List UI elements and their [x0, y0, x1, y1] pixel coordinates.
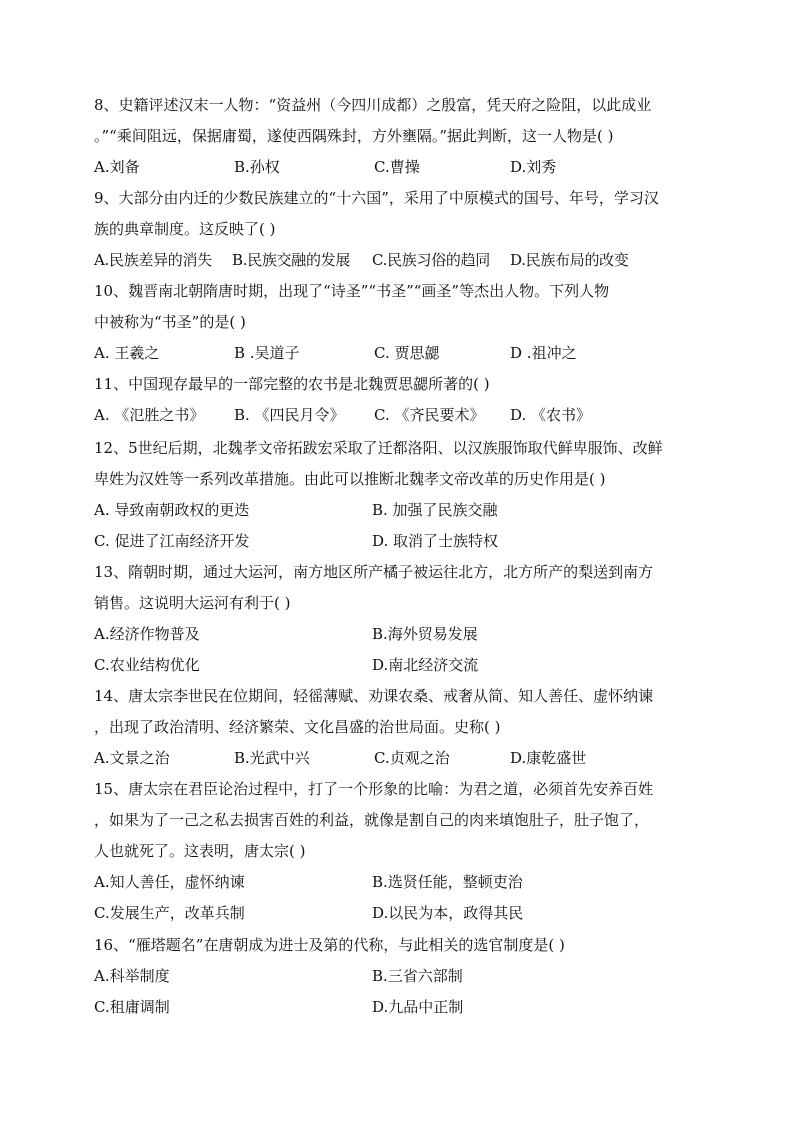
option-d: D .祖冲之: [510, 344, 577, 362]
question-text: 族的典章制度。这反映了( ): [94, 220, 276, 238]
question-12: [94, 433, 714, 557]
option-a: A.科举制度: [94, 967, 170, 985]
option-d: D.刘秀: [510, 158, 557, 176]
option-c: C.贞观之治: [374, 749, 450, 767]
option-row: [94, 867, 714, 898]
option-b: B.孙权: [234, 158, 280, 176]
option-a: A.文景之治: [94, 749, 170, 767]
question-text: 14、唐太宗李世民在位期间，轻徭薄赋、劝课农桑、戒奢从简、知人善任、虚怀纳谏: [94, 687, 654, 705]
option-row: [94, 650, 714, 681]
option-c: C.民族习俗的趋同: [372, 251, 491, 269]
option-b: B. 加强了民族交融: [372, 501, 498, 519]
option-row: [94, 526, 714, 557]
question-text: 13、隋朝时期，通过大运河，南方地区所产橘子被运往北方，北方所产的梨送到南方: [94, 563, 654, 581]
option-b: B.海外贸易发展: [372, 625, 478, 643]
question-15: [94, 774, 714, 929]
question-text: 15、唐太宗在君臣论治过程中，打了一个形象的比喻：为君之道，必须首先安养百姓: [94, 780, 654, 798]
option-d: D.九品中正制: [372, 998, 464, 1016]
option-c: C.租庸调制: [94, 998, 170, 1016]
option-c: C.发展生产，改革兵制: [94, 904, 245, 922]
option-b: B.光武中兴: [234, 749, 310, 767]
option-a: A.经济作物普及: [94, 625, 200, 643]
option-b: B.民族交融的发展: [232, 251, 351, 269]
question-11: [94, 369, 714, 431]
question-text: 卑姓为汉姓等一系列改革措施。由此可以推断北魏孝文帝改革的历史作用是( ): [94, 470, 606, 488]
option-a: A. 王羲之: [94, 344, 160, 362]
option-row: [94, 992, 714, 1023]
question-text: 10、魏晋南北朝隋唐时期，出现了“诗圣”“书圣”“画圣”等杰出人物。下列人物: [94, 282, 610, 300]
question-text: 人也就死了。这表明，唐太宗( ): [94, 842, 306, 860]
question-text: ，如果为了一己之私去损害百姓的利益，就像是割自己的肉来填饱肚子，肚子饱了，: [94, 811, 650, 829]
question-text: 16、“雁塔题名”在唐朝成为进士及第的代称，与此相关的选官制度是( ): [94, 936, 565, 954]
option-a: A.知人善任，虚怀纳谏: [94, 873, 245, 891]
question-13: [94, 557, 714, 681]
question-text: 销售。这说明大运河有利于( ): [94, 594, 291, 612]
option-d: D.康乾盛世: [510, 749, 587, 767]
option-row: [94, 619, 714, 650]
option-d: D. 取消了士族特权: [372, 532, 499, 550]
question-text: ，出现了政治清明、经济繁荣、文化昌盛的治世局面。史称( ): [94, 718, 501, 736]
question-16: [94, 930, 714, 1023]
option-d: D.民族布局的改变: [510, 251, 629, 269]
option-c: C. 促进了江南经济开发: [94, 532, 250, 550]
option-a: A. 《氾胜之书》: [94, 406, 205, 424]
question-text: 12、5世纪后期，北魏孝文帝拓跋宏采取了迁都洛阳、以汉族服饰取代鲜卑服饰、改鲜: [94, 439, 663, 457]
question-14: [94, 681, 714, 774]
option-row: [94, 743, 714, 774]
option-d: D.南北经济交流: [372, 656, 479, 674]
option-a: A. 导致南朝政权的更迭: [94, 501, 250, 519]
option-d: D.以民为本，政得其民: [372, 904, 524, 922]
option-row: [94, 400, 714, 431]
question-8: [94, 90, 714, 183]
question-text: 11、中国现存最早的一部完整的农书是北魏贾思勰所著的( ): [94, 375, 490, 393]
question-text: 。”“乘间阻远，保据庸蜀，遂使西隅殊封，方外壅隔。”据此判断，这一人物是( ): [94, 127, 614, 145]
option-c: C.农业结构优化: [94, 656, 200, 674]
question-10: [94, 276, 714, 369]
question-text: 中被称为“书圣”的是( ): [94, 313, 246, 331]
option-row: [94, 898, 714, 929]
option-d: D. 《农书》: [510, 406, 592, 424]
question-text: 9、大部分由内迁的少数民族建立的“十六国”，采用了中原模式的国号、年号，学习汉: [94, 189, 659, 207]
option-a: A.刘备: [94, 158, 140, 176]
question-9: [94, 183, 714, 276]
question-text: 8、史籍评述汉末一人物：“资益州（今四川成都）之殷富，凭天府之险阻，以此成业: [94, 96, 652, 114]
option-b: B .吴道子: [234, 344, 300, 362]
option-b: B.三省六部制: [372, 967, 463, 985]
option-row: [94, 338, 714, 369]
option-c: C. 贾思勰: [374, 344, 440, 362]
option-c: C.曹操: [374, 158, 420, 176]
option-c: C. 《齐民要术》: [374, 406, 485, 424]
option-row: [94, 152, 714, 183]
option-row: [94, 961, 714, 992]
option-b: B. 《四民月令》: [234, 406, 345, 424]
option-b: B.选贤任能，整顿吏治: [372, 873, 523, 891]
option-row: [94, 245, 714, 276]
option-a: A.民族差异的消失: [94, 251, 212, 269]
option-row: [94, 495, 714, 526]
